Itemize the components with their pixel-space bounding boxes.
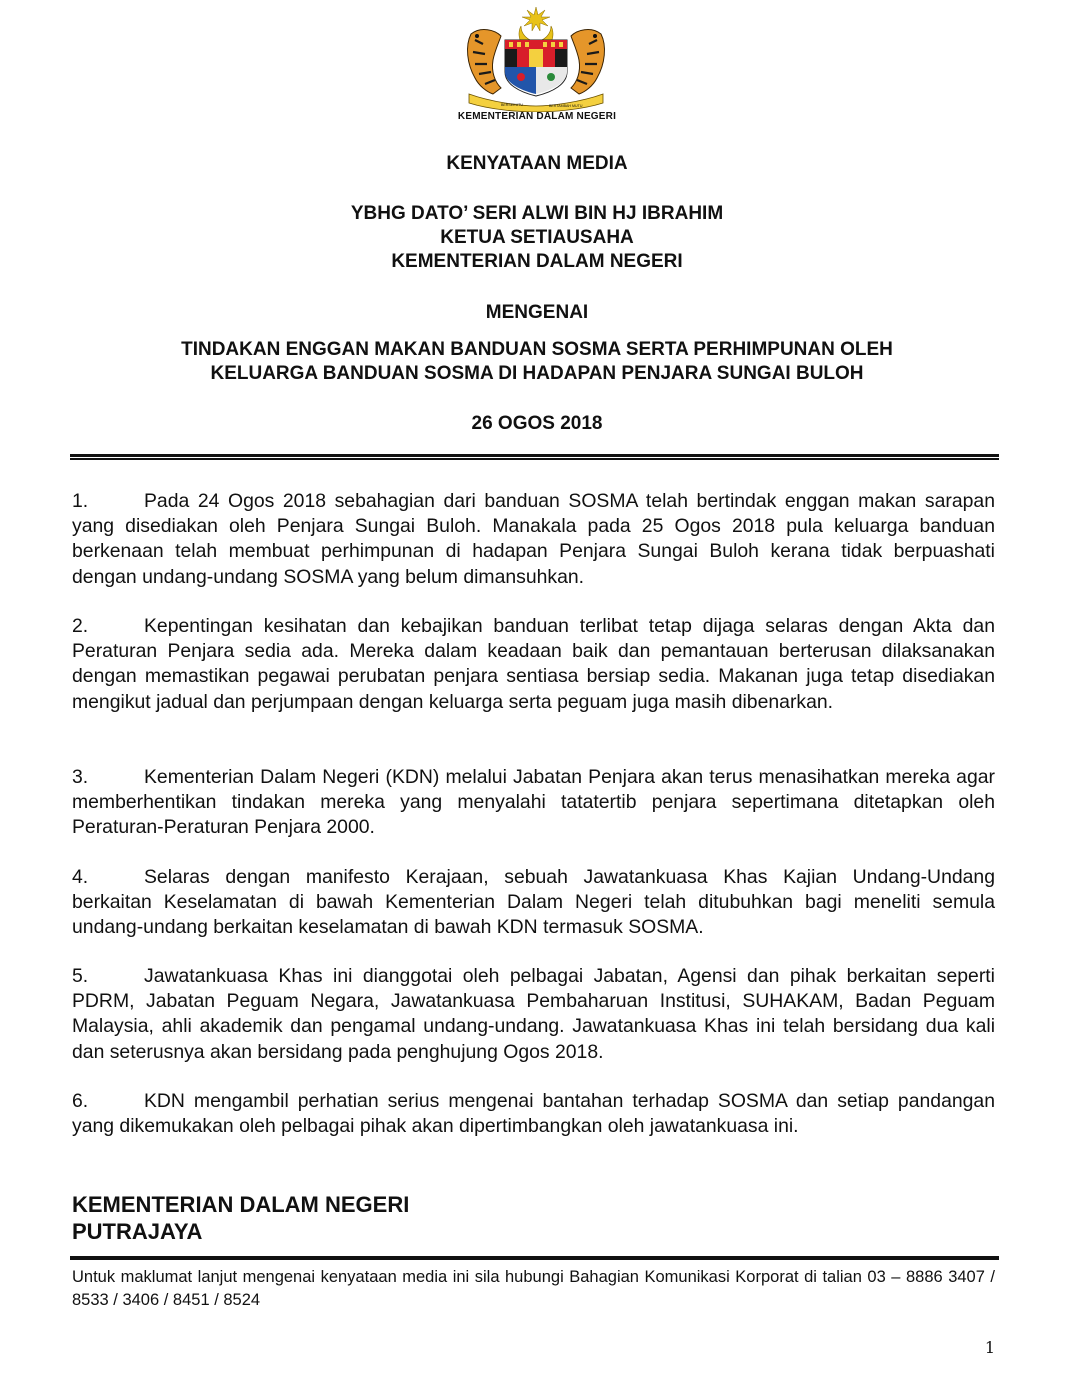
speaker-position: KETUA SETIAUSAHA [440,227,634,248]
paragraph-number: 5. [72,965,89,987]
ministry-caption: KEMENTERIAN DALAM NEGERI [457,111,617,122]
paragraph-text: KDN mengambil perhatian serius mengenai bantahan terhadap SOSMA dan setiap pandangan yang dikemukakan oleh pelbagai pihak akan dipertimbangkan oleh jawatankuasa ini. [72,1090,995,1138]
shield-icon [505,40,567,96]
paragraph-text: Selaras dengan manifesto Kerajaan, sebuah Jawatankuasa Khas Kajian Undang-Undang berkaitan Keselamatan di bawah Kementerian Dalam Negeri telah ditubuhkan bagi meneliti semula undang-undang berkaitan keselamatan di bawah KDN termasuk SOSMA. [72,866,995,939]
paragraph-number: 1. [72,490,89,512]
svg-text:BERTAMBAH MUTU: BERTAMBAH MUTU [549,104,583,108]
paragraph-text: Kementerian Dalam Negeri (KDN) melalui Jabatan Penjara akan terus menasihatkan mereka agar memberhentikan tindakan mereka yang menyalahi tatatertib penjara sepertimana ditetapkan oleh Peraturan-Peraturan Penjara 2000. [72,766,995,839]
coat-of-arms-logo [461,6,611,112]
left-tiger-icon [468,30,501,94]
motto-ribbon [469,94,603,112]
speaker-ministry: KEMENTERIAN DALAM NEGERI [391,251,683,272]
paragraph-number: 2. [72,615,89,637]
signature-location: PUTRAJAYA [72,1219,203,1244]
signature-block [72,1191,409,1245]
signature-ministry: KEMENTERIAN DALAM NEGERI [72,1192,410,1217]
paragraph-5 [72,964,995,1065]
footer-contact-note: Untuk maklumat lanjut mengenai kenyataan media ini sila hubungi Bahagian Komunikasi Korporat di talian 03 – 8886 3407 / 8533 / 3406 / 8451 / 8524 [72,1268,995,1309]
paragraph-text: Pada 24 Ogos 2018 sebahagian dari banduan SOSMA telah bertindak enggan makan sarapan yang disediakan oleh Penjara Sungai Buloh. Manakala pada 25 Ogos 2018 pula keluarga banduan berkenaan telah membuat perhimpunan di hadapan Penjara Sungai Buloh kerana tidak berpuashati dengan undang-undang SOSMA yang belum dimansuhkan. [72,490,995,588]
paragraph-text: Kepentingan kesihatan dan kebajikan banduan terlibat tetap dijaga selaras dengan Akta dan Peraturan Penjara sedia ada. Mereka dalam keadaan baik dan pemantauan berterusan dilaksanakan dengan memastikan pegawai perubatan penjara sentiasa bersiap sedia. Makanan juga tetap disediakan mengikut jadual dan perjumpaan dengan keluarga serta peguam juga masih dibenarkan. [72,615,995,713]
paragraph-1 [72,489,995,590]
paragraph-2 [72,614,995,715]
regarding-label: MENGENAI [485,302,589,323]
right-tiger-icon [571,30,604,94]
subject-heading: TINDAKAN ENGGAN MAKAN BANDUAN SOSMA SERTA PERHIMPUNAN OLEH KELUARGA BANDUAN SOSMA DI HADAPAN PENJARA SUNGAI BULOH [181,339,893,384]
paragraph-4 [72,865,995,941]
paragraph-number: 4. [72,866,89,888]
statement-date: 26 OGOS 2018 [471,413,603,434]
speaker-block [0,202,1074,274]
paragraph-6 [72,1089,995,1139]
footer-divider [70,1256,999,1260]
header-divider [70,454,999,460]
paragraph-3 [72,765,995,841]
paragraph-text: Jawatankuasa Khas ini dianggotai oleh pelbagai Jabatan, Agensi dan pihak berkaitan seperti PDRM, Jabatan Peguam Negara, Jawatankuasa Pembaharuan Institusi, SUHAKAM, Badan Peguam Malaysia, ahli akademik dan pengamal undang-undang. Jawatankuasa Khas ini telah bersidang dua kali dan seterusnya akan bersidang pada penghujung Ogos 2018. [72,965,995,1063]
page-number: 1 [984,1338,995,1357]
svg-text:BERSEKUTU: BERSEKUTU [501,103,523,107]
speaker-name: YBHG DATO’ SERI ALWI BIN HJ IBRAHIM [350,203,724,224]
document-type-heading: KENYATAAN MEDIA [446,153,628,174]
paragraph-number: 6. [72,1090,89,1112]
paragraph-number: 3. [72,766,89,788]
